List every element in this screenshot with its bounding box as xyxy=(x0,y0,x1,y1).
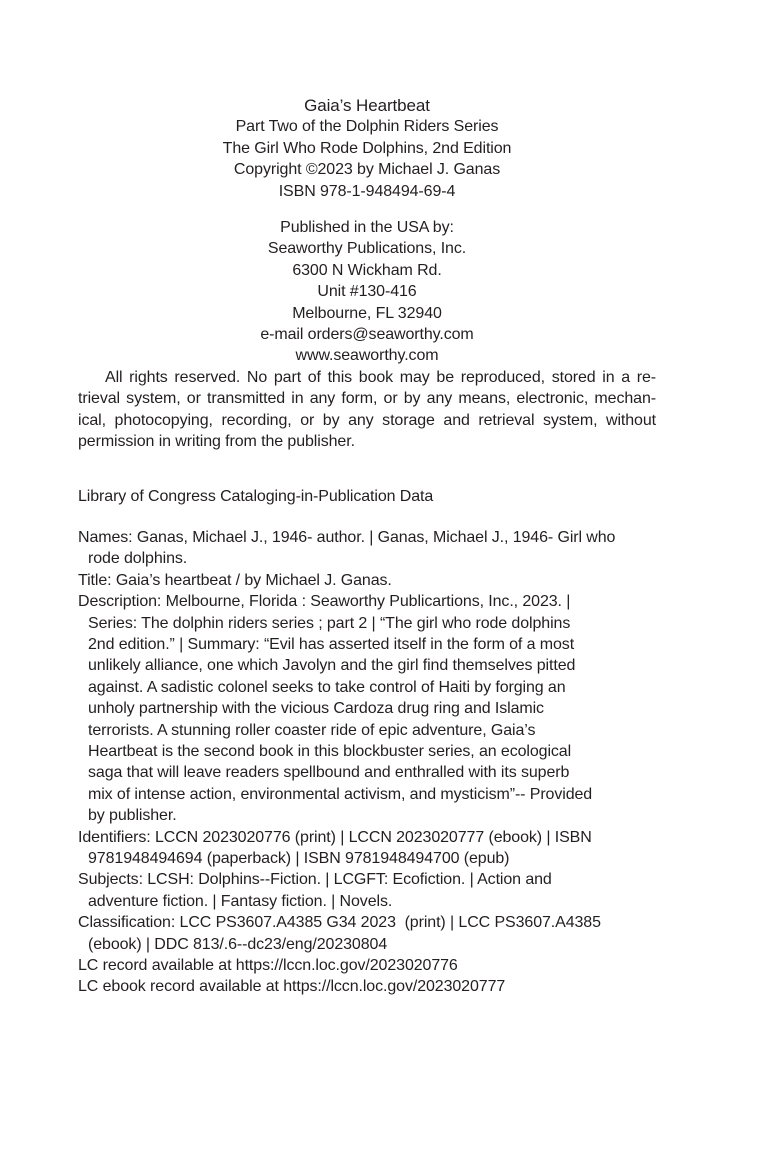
cip-description-line: mix of intense action, environmental activism, and mysticism”-- Provided xyxy=(88,785,593,803)
cip-names-line: rode dolphins. xyxy=(88,550,188,568)
cip-description-line: Description: Melbourne, Florida : Seaworthy Publicartions, Inc., 2023. | xyxy=(78,593,571,611)
publisher-city: Melbourne, FL 32940 xyxy=(292,304,442,322)
cip-description-line: unholy partnership with the vicious Cardoza drug ring and Islamic xyxy=(88,700,544,718)
copyright-line: Copyright ©2023 by Michael J. Ganas xyxy=(233,161,501,179)
rights-line: ical, photocopying, recording, or by any storage and retrieval system, without xyxy=(78,411,656,429)
publisher-name: Seaworthy Publications, Inc. xyxy=(267,240,467,258)
cip-identifiers-line: 9781948494694 (paperback) | ISBN 9781948494700 (epub) xyxy=(88,850,510,867)
cip-description-line: terrorists. A stunning roller coaster ride of epic adventure, Gaia’s xyxy=(88,721,536,739)
rights-line: All rights reserved. No part of this book may be reproduced, stored in a re- xyxy=(105,368,656,386)
cip-subjects-line: adventure fiction. | Fantasy fiction. | Novels. xyxy=(88,892,393,910)
series-line: Part Two of the Dolphin Riders Series xyxy=(235,118,499,136)
cip-title-line: Title: Gaia’s heartbeat / by Michael J. Ganas. xyxy=(78,571,392,589)
publisher-website: www.seaworthy.com xyxy=(295,347,439,365)
cip-description-line: unlikely alliance, one which Javolyn and the girl find themselves pitted xyxy=(88,657,576,675)
lc-ebook-record-line: LC ebook record available at https://lccn.loc.gov/2023020777 xyxy=(78,978,506,996)
book-title: Gaia’s Heartbeat xyxy=(304,96,430,115)
cip-block xyxy=(78,527,656,998)
cip-classification-line: (ebook) | DDC 813/.6--dc23/eng/20230804 xyxy=(88,935,388,953)
page-content xyxy=(78,95,656,998)
cip-description-line: Heartbeat is the second book in this blockbuster series, an ecological xyxy=(88,742,572,760)
cip-heading: Library of Congress Cataloging-in-Publication Data xyxy=(78,487,434,505)
published-by-line: Published in the USA by: xyxy=(280,219,454,237)
edition-line: The Girl Who Rode Dolphins, 2nd Edition xyxy=(222,139,512,157)
rights-line: trieval system, or transmitted in any form, or by any means, electronic, mechan- xyxy=(78,390,656,408)
rights-line: permission in writing from the publisher. xyxy=(78,433,355,451)
cip-description-line: against. A sadistic colonel seeks to take control of Haiti by forging an xyxy=(88,678,566,696)
isbn-line: ISBN 978-1-948494-69-4 xyxy=(278,182,456,200)
cip-classification-line: Classification: LCC PS3607.A4385 G34 2023 (print) | LCC PS3607.A4385 xyxy=(78,914,601,932)
cip-names-line: Names: Ganas, Michael J., 1946- author. | Ganas, Michael J., 1946- Girl who xyxy=(78,528,616,546)
publisher-unit: Unit #130-416 xyxy=(317,283,417,301)
publisher-street: 6300 N Wickham Rd. xyxy=(292,261,442,279)
cip-description-line: by publisher. xyxy=(88,807,177,825)
cip-description-line: 2nd edition.” | Summary: “Evil has asserted itself in the form of a most xyxy=(88,635,575,653)
lc-record-line: LC record available at https://lccn.loc.gov/2023020776 xyxy=(78,957,458,975)
cip-identifiers-line: Identifiers: LCCN 2023020776 (print) | LCCN 2023020777 (ebook) | ISBN xyxy=(78,828,592,846)
cip-description-line: Series: The dolphin riders series ; part 2 | “The girl who rode dolphins xyxy=(88,614,571,632)
title-block xyxy=(78,95,656,202)
rights-paragraph xyxy=(78,367,656,453)
publisher-block xyxy=(78,217,656,367)
cip-description-line: saga that will leave readers spellbound and enthralled with its superb xyxy=(88,764,570,782)
publisher-email: e-mail orders@seaworthy.com xyxy=(260,326,474,344)
cip-subjects-line: Subjects: LCSH: Dolphins--Fiction. | LCGFT: Ecofiction. | Action and xyxy=(78,871,552,889)
